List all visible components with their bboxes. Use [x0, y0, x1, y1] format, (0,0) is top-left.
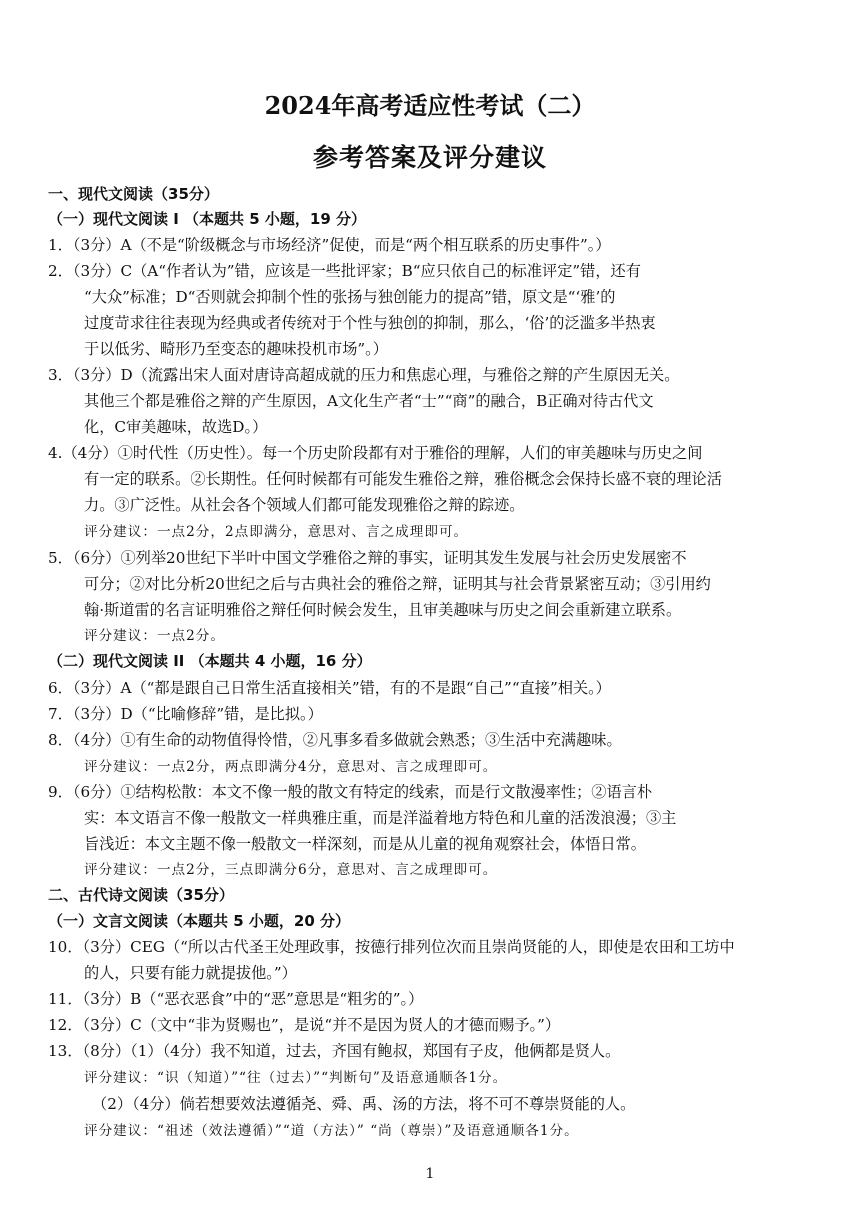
scoring-note: 评分建议：一点2分。	[84, 628, 225, 644]
answer-line: 可分；②对比分析20世纪之后与古典社会的雅俗之辩，证明其与社会背景紧密互动；③引用约	[84, 575, 711, 593]
subsection-heading: （一）文言文阅读（本题共 5 小题，20 分）	[48, 912, 350, 930]
scoring-note: 评分建议：“识（知道）”“往（过去）”“判断句”及语意通顺各1分。	[84, 1070, 508, 1086]
answer-line: 实：本文语言不像一般散文一样典雅庄重，而是洋溢着地方特色和儿童的活泼浪漫；③主	[84, 809, 677, 827]
answer-line: 6．（3分）A（“都是跟自己日常生活直接相关”错，有的不是跟“自己”“直接”相关。）	[48, 679, 611, 697]
answer-line: 翰·斯道雷的名言证明雅俗之辩任何时候会发生，且审美趣味与历史之间会重新建立联系。	[84, 601, 682, 619]
document-subtitle: 参考答案及评分建议	[312, 143, 547, 172]
answer-line: 力。③广泛性。从社会各个领域人们都可能发现雅俗之辩的踪迹。	[84, 496, 525, 514]
section-heading: 一、现代文阅读（35分）	[48, 185, 219, 203]
answer-line: 7．（3分）D（“比喻修辞”错，是比拟。）	[48, 705, 323, 723]
answer-line: 过度苛求往往表现为经典或者传统对于个性与独创的抑制，那么，‘俗’的泛滥多半热衷	[84, 314, 656, 332]
page-number: 1	[425, 1166, 435, 1182]
answer-line: 12．（3分）C（文中“非为贤赐也”，是说“并不是因为贤人的才德而赐予。”）	[48, 1016, 561, 1034]
answer-line: 有一定的联系。②长期性。任何时候都有可能发生雅俗之辩，雅俗概念会保持长盛不衰的理论活	[84, 470, 722, 488]
answer-line: 旨浅近：本文主题不像一般散文一样深刻，而是从儿童的视角观察社会，体悟日常。	[84, 835, 646, 853]
answer-line: （2）（4分）倘若想要效法遵循尧、舜、禹、汤的方法，将不可不尊崇贤能的人。	[92, 1095, 636, 1113]
answer-line: 11．（3分）B（“恶衣恶食”中的“恶”意思是“粗劣的”。）	[48, 990, 424, 1008]
answer-line: 4.（4分）①时代性（历史性）。每一个历史阶段都有对于雅俗的理解，人们的审美趣味与历史之间	[48, 444, 703, 462]
scoring-note: 评分建议：一点2分，两点即满分4分，意思对、言之成理即可。	[84, 759, 498, 775]
answer-line: 化，C审美趣味，故选D。）	[84, 418, 268, 436]
scoring-note: 评分建议：“祖述（效法遵循）”“道（方法）” “尚（尊崇）”及语意通顺各1分。	[84, 1123, 579, 1139]
section-heading: 二、古代诗文阅读（35分）	[48, 886, 234, 904]
answer-line: 1．（3分）A（不是“阶级概念与市场经济”促使，而是“两个相互联系的历史事件”。）	[48, 236, 611, 254]
answer-line: 9．（6分）①结构松散：本文不像一般的散文有特定的线索，而是行文散漫率性；②语言朴	[48, 783, 653, 801]
scoring-note: 评分建议：一点2分，2点即满分，意思对、言之成理即可。	[84, 524, 469, 540]
answer-line: 2．（3分）C（A“作者认为”错，应该是一些批评家；B“应只依自己的标准评定”错，还有	[48, 262, 641, 280]
answer-line: 于以低劣、畸形乃至变态的趣味投机市场”。）	[84, 340, 388, 358]
answer-line: 8．（4分）①有生命的动物值得怜惜，②凡事多看多做就会熟悉；③生活中充满趣味。	[48, 731, 622, 749]
answer-line: 其他三个都是雅俗之辩的产生原因，A文化生产者“士”“商”的融合，B正确对待古代文	[84, 392, 654, 410]
subsection-heading: （一）现代文阅读 I （本题共 5 小题，19 分）	[48, 210, 367, 228]
subsection-heading: （二）现代文阅读 II （本题共 4 小题，16 分）	[48, 652, 372, 670]
answer-line: 5．（6分）①列举20世纪下半叶中国文学雅俗之辩的事实，证明其发生发展与社会历史发展密不	[48, 549, 687, 567]
answer-line: 10．（3分）CEG（“所以古代圣王处理政事，按德行排列位次而且崇尚贤能的人，即使是农田和工坊中	[48, 938, 735, 956]
document-title: 2024年高考适应性考试（二）	[264, 91, 596, 120]
answer-line: 的人，只要有能力就提拔他。”）	[84, 964, 297, 982]
answer-line: 13．（8分）（1）（4分）我不知道，过去，齐国有鲍叔，郑国有子皮，他俩都是贤人。	[48, 1042, 621, 1060]
scoring-note: 评分建议：一点2分，三点即满分6分，意思对、言之成理即可。	[84, 862, 498, 878]
answer-line: “大众”标准；D“否则就会抑制个性的张扬与独创能力的提高”错，原文是“‘雅’的	[84, 288, 616, 306]
answer-line: 3．（3分）D（流露出宋人面对唐诗高超成就的压力和焦虑心理，与雅俗之辩的产生原因无关。	[48, 366, 680, 384]
